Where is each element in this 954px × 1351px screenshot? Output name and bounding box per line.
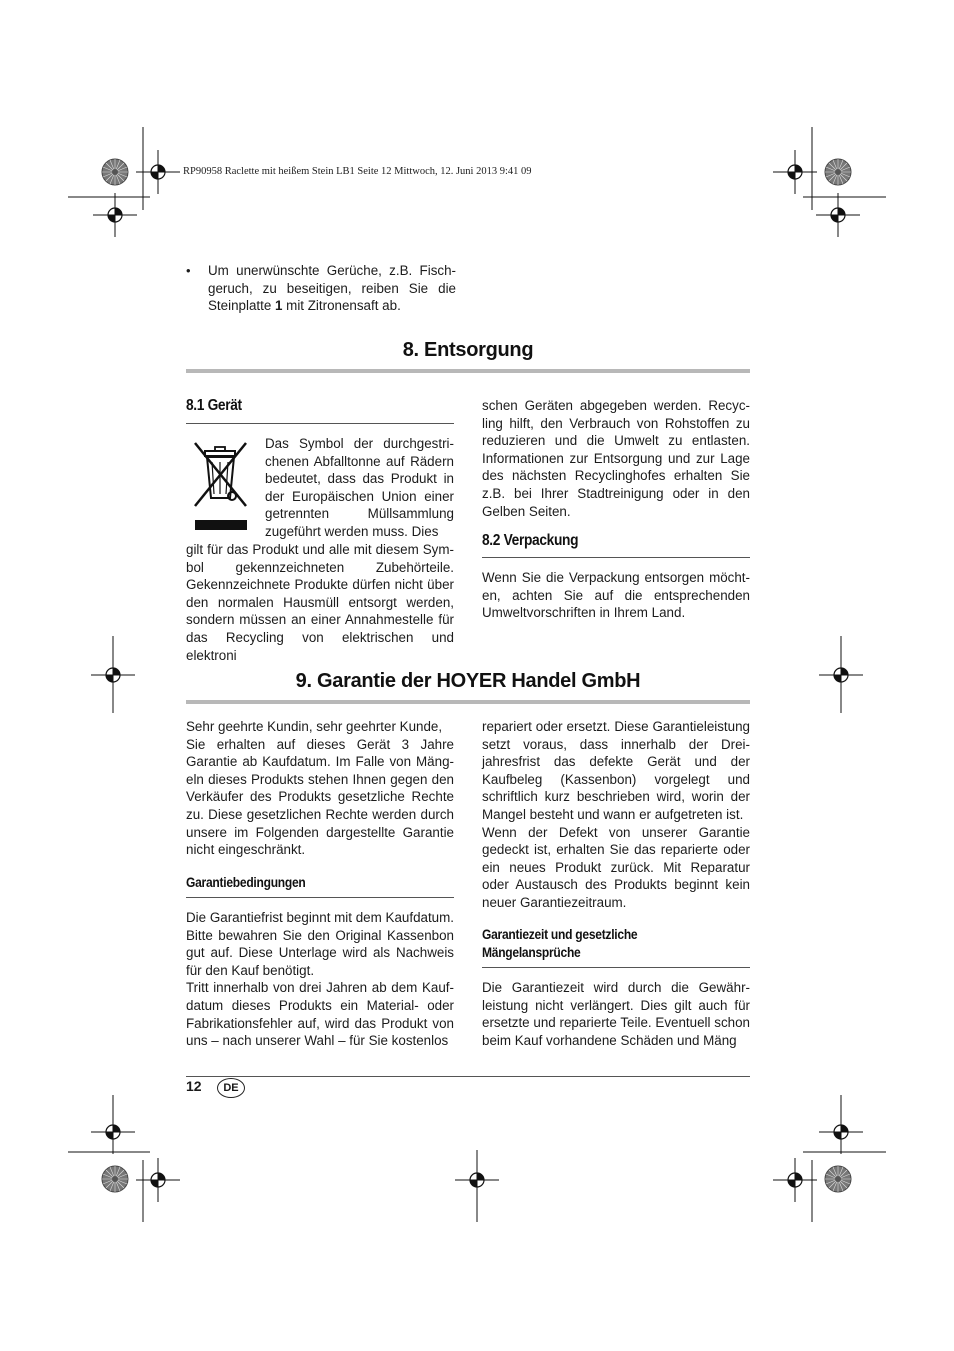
warranty-period-title: Garantiezeit und gesetzliche Mängelansprüche xyxy=(482,926,638,960)
subsection-8-2-title: 8.2 Verpackung xyxy=(482,532,579,549)
section-8-title: 8. Entsorgung xyxy=(402,339,534,361)
warranty-conditions-text: Die Garantiefrist beginnt mit dem Kaufdatum. Bitte bewahren Sie den Original Kassenbon gut auf. Diese Unterlage wird als Nachweis für den Kauf benötigt. Tritt innerhalb von drei Jahren ab dem Kaufdatum dieses Produkts ein Material- oder Fabrikationsfehler auf, wird das Produkt von uns – nach unserer Wahl – für Sie kostenlos xyxy=(186,910,454,1049)
color-calibration-target-icon xyxy=(102,1166,128,1192)
crosshair-registration-mark-icon xyxy=(93,193,137,237)
crosshair-registration-mark-icon xyxy=(773,150,817,194)
crosshair-registration-mark-icon xyxy=(773,1158,817,1202)
color-calibration-target-icon xyxy=(825,1166,851,1192)
warranty-period-text: Die Garantiezeit wird durch die Gewährleistung nicht verlängert. Dies gilt auch für ersetzte und reparierte Teile. Eventuell schon beim Kauf vorhandene Schäden und Mäng xyxy=(482,980,750,1048)
section-9-rule xyxy=(186,700,750,704)
section-8-rule xyxy=(186,369,750,373)
warranty-intro: Sie erhalten auf dieses Gerät 3 Jahre Garantie ab Kaufdatum. Im Falle von Mängeln dieses Produkts stehen Ihnen gegen den Verkäufer des Produkts gesetzliche Rechte zu. Diese gesetzlichen Rechte werden durch unsere im Folgenden dargestellte Garantie nicht eingeschränkt. xyxy=(186,736,454,858)
color-calibration-target-icon xyxy=(102,159,128,185)
country-code-badge: DE xyxy=(217,1078,245,1098)
cleaning-tip-bullet xyxy=(186,262,456,315)
subsection-8-1-rule xyxy=(186,423,454,424)
bullet-text: Um unerwünschte Gerüche, z.B. Fischgeruch, zu beseitigen, reiben Sie die Steinplatte 1 mit Zitronensaft ab. xyxy=(208,263,456,314)
page-number: 12 xyxy=(186,1078,202,1094)
warranty-greeting: Sehr geehrte Kundin, sehr geehrter Kunde, xyxy=(186,719,443,734)
warranty-conditions-title: Garantiebedingungen xyxy=(186,874,306,890)
color-calibration-target-icon xyxy=(825,159,851,185)
warranty-left-column xyxy=(186,718,454,859)
weee-text-right-column: schen Geräten abgegeben werden. Recycling hilft, den Verbrauch von Rohstoffen zu reduzieren und die Umwelt zu entlasten. Informationen zur Entsorgung und zur Lage des nächsten Recyclinghofes erhalten Sie z.B. bei Ihrer Stadtreinigung oder in den Gelben Seiten. xyxy=(482,398,750,519)
subsection-8-2-rule xyxy=(482,557,750,558)
crossed-out-wheelie-bin-icon xyxy=(190,440,254,534)
packaging-text: Wenn Sie die Verpackung entsorgen möchten, achten Sie auf die entsprechenden Umweltvorschriften in Ihrem Land. xyxy=(482,570,750,621)
weee-text-continued: gilt für das Produkt und alle mit diesem Symbol gekennzeichneten Zubehörteile. Gekennzeichnete Produkte dürfen nicht über den normalen Hausmüll entsorgt werden, sondern müssen an einer Annahmestelle für das Recycling von elektrischen und elektroni xyxy=(186,542,454,663)
footer-rule xyxy=(186,1076,750,1077)
section-9-title: 9. Garantie der HOYER Handel GmbH xyxy=(295,670,641,692)
warranty-conditions-rule xyxy=(186,897,454,898)
subsection-8-1-title: 8.1 Gerät xyxy=(186,397,242,414)
crosshair-registration-mark-icon xyxy=(816,193,860,237)
print-info-line: RP90958 Raclette mit heißem Stein LB1 Seite 12 Mittwoch, 12. Juni 2013 9:41 09 xyxy=(183,166,532,177)
warranty-right-column: repariert oder ersetzt. Diese Garantieleistung setzt voraus, dass innerhalb der Dreijahresfrist das defekte Gerät und der Kaufbeleg (Kassenbon) vorgelegt und schriftlich kurz beschrieben wird, worin der Mangel besteht und wann er aufgetreten ist. Wenn der Defekt von unserer Garantie gedeckt ist, erhalten Sie das reparierte oder ein neues Produkt zurück. Mit Reparatur oder Austausch des Produkts beginnt kein neuer Garantiezeitraum. xyxy=(482,719,750,910)
weee-text-wrap: Das Symbol der durchgestrichenen Abfalltonne auf Rädern bedeutet, dass das Produkt in der Europäischen Union einer getrennten Müllsammlung zugeführt werden muss. Dies xyxy=(265,436,454,539)
warranty-period-rule xyxy=(482,967,750,968)
bullet-symbol: • xyxy=(186,263,191,278)
